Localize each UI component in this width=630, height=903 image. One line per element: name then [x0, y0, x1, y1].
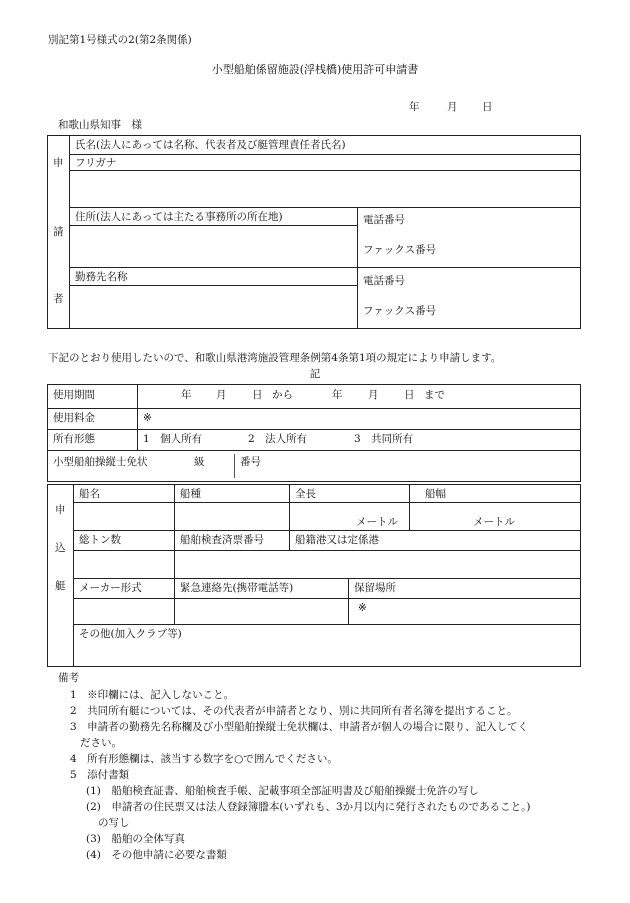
rule: [73, 530, 581, 531]
rule: [47, 666, 581, 667]
rule: [69, 154, 581, 155]
note-item: 4 所有形態欄は、該当する数字を○で囲んでください。: [70, 753, 338, 765]
rule: [47, 135, 48, 329]
rule: [580, 135, 581, 329]
furigana-label: フリガナ: [75, 157, 117, 169]
period-until: まで: [424, 389, 445, 401]
period-label: 使用期間: [53, 389, 95, 401]
rule: [73, 598, 581, 599]
rule: [69, 225, 357, 226]
phone-label: 電話番号: [363, 214, 405, 226]
rule: [348, 578, 349, 624]
license-label: 小型船舶操縦士免状: [53, 456, 148, 468]
ownership-label: 所有形態: [53, 433, 95, 445]
date-day-label: 日: [482, 101, 493, 113]
inspection-number-label: 船舶検査済票番号: [180, 534, 264, 546]
vessel-type-label: 船種: [180, 488, 201, 500]
address-label: 住所(法人にあっては主たる事務所の所在地): [75, 211, 283, 223]
rule: [137, 384, 138, 451]
rule: [73, 578, 581, 579]
form-id: 別記第1号様式の2(第2条関係): [48, 34, 192, 46]
rule: [73, 550, 581, 551]
ownership-option-3: 3 共同所有: [354, 433, 414, 445]
fee-label: 使用料金: [53, 412, 95, 424]
maker-model-label: メーカー形式: [79, 582, 142, 594]
date-month-label: 月: [447, 101, 458, 113]
rule: [47, 384, 581, 385]
date-year-label: 年: [409, 101, 420, 113]
rule: [580, 484, 581, 667]
emergency-contact-label: 緊急連絡先(携帯電話等): [180, 582, 294, 594]
rule: [289, 484, 290, 550]
notes-heading: 備考: [58, 672, 79, 684]
note-item: ださい。: [80, 737, 122, 749]
applicant-side-char: 申: [53, 157, 64, 169]
rule: [47, 135, 581, 136]
vessel-name-label: 船名: [79, 488, 100, 500]
rule: [47, 328, 581, 329]
ki-heading: 記: [309, 368, 321, 380]
attachment-item: (1) 船舶検査証書、船舶検査手帳、記載事項全部証明書及び船舶操縦士免許の写し: [86, 785, 479, 797]
addressee: 和歌山県知事 様: [58, 119, 142, 131]
rule: [69, 267, 581, 268]
license-grade: 級: [194, 456, 205, 468]
ownership-option-1: 1 個人所有: [143, 433, 203, 445]
rule: [47, 408, 581, 409]
rule: [47, 481, 581, 482]
rule: [234, 454, 235, 478]
vessel-width-label: 船幅: [425, 488, 446, 500]
rule: [69, 135, 70, 329]
fax-label: ファックス番号: [363, 244, 437, 256]
vessel-side-char: 艇: [55, 580, 66, 592]
note-item: 1 ※印欄には、記入しないこと。: [70, 689, 235, 701]
fee-mark: ※: [143, 412, 152, 424]
rule: [47, 484, 581, 485]
form-title: 小型船舶係留施設(浮桟橋)使用許可申請書: [211, 63, 419, 76]
period-day-2: 日: [404, 389, 415, 401]
rule: [73, 502, 581, 503]
attachment-item: の写し: [98, 817, 130, 829]
rule: [357, 207, 358, 329]
workplace-label: 勤務先名称: [75, 271, 128, 283]
period-year-1: 年: [181, 389, 192, 401]
applicant-side-char: 者: [53, 293, 64, 305]
length-unit: メートル: [356, 516, 398, 528]
period-year-2: 年: [332, 389, 343, 401]
period-day-1: 日: [252, 389, 263, 401]
registry-port-label: 船籍港又は定係港: [295, 534, 379, 546]
rule: [174, 484, 175, 624]
rule: [409, 484, 410, 530]
fax-label-2: ファックス番号: [363, 305, 437, 317]
period-month-2: 月: [368, 389, 379, 401]
tonnage-label: 総トン数: [79, 534, 121, 546]
rule: [47, 384, 48, 482]
rule: [69, 207, 581, 208]
period-month-1: 月: [216, 389, 227, 401]
attachment-item: (4) その他申請に必要な書類: [86, 849, 227, 861]
width-unit: メートル: [473, 516, 515, 528]
rule: [73, 624, 581, 625]
applicant-side-char: 請: [53, 226, 64, 238]
vessel-length-label: 全長: [295, 488, 316, 500]
phone-label-2: 電話番号: [363, 275, 405, 287]
vessel-side-char: 込: [55, 542, 66, 554]
rule: [69, 170, 581, 171]
note-item: 3 申請者の勤務先名称欄及び小型船舶操縦士免状欄は、申請者が個人の場合に限り、記入してく: [70, 721, 529, 733]
intro-text: 下記のとおり使用したいので、和歌山県港湾施設管理条例第4条第1項の規定により申請します。: [48, 352, 502, 364]
mooring-mark: ※: [358, 602, 367, 614]
attachment-item: (2) 申請者の住民票又は法人登録簿謄本(いずれも、3か月以内に発行されたものであること。): [86, 801, 531, 813]
rule: [580, 384, 581, 482]
note-item: 2 共同所有艇については、その代表者が申請者となり、別に共同所有者名簿を提出すること。: [70, 705, 518, 717]
rule: [69, 285, 357, 286]
attachment-item: (3) 船舶の全体写真: [86, 833, 185, 845]
mooring-place-label: 保留場所: [354, 582, 396, 594]
period-from: から: [272, 389, 293, 401]
rule: [73, 484, 74, 667]
license-number-label: 番号: [240, 456, 261, 468]
vessel-side-char: 申: [55, 504, 66, 516]
rule: [47, 450, 581, 451]
note-item: 5 添付書類: [70, 769, 130, 781]
ownership-option-2: 2 法人所有: [248, 433, 308, 445]
other-info-label: その他(加入クラブ等): [79, 628, 182, 640]
rule: [47, 484, 48, 667]
name-label: 氏名(法人にあっては名称、代表者及び艇管理責任者氏名): [75, 139, 346, 151]
rule: [47, 429, 581, 430]
